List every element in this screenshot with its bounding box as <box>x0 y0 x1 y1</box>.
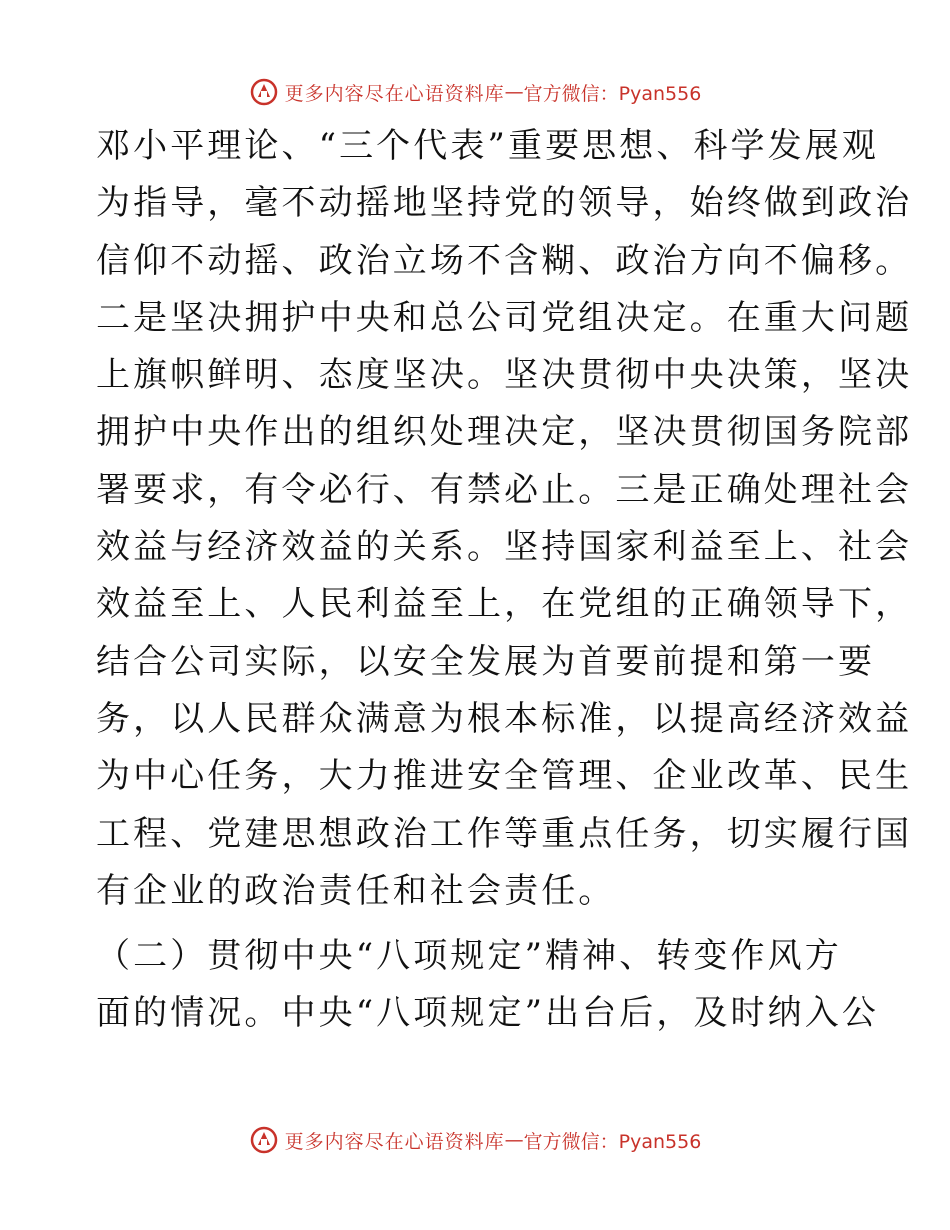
body-line: 效益与经济效益的关系。坚持国家利益至上、社会 <box>96 527 913 568</box>
banner-contact-text: 官方微信：Pyan556 <box>523 82 702 105</box>
body-line: 工程、党建思想政治工作等重点任务，切实履行国 <box>96 813 913 854</box>
body-line: 为指导，毫不动摇地坚持党的领导，始终做到政治 <box>96 183 913 224</box>
body-line: 面的情况。中央“八项规定”出台后，及时纳入公 <box>96 993 879 1034</box>
section-heading-line: （二）贯彻中央“八项规定”精神、转变作风方 <box>96 936 842 977</box>
banner-separator: — <box>504 1129 524 1151</box>
body-line: 拥护中央作出的组织处理决定，坚决贯彻国务院部 <box>96 412 913 453</box>
footer-banner <box>0 1120 950 1160</box>
body-line: 署要求，有令必行、有禁必止。三是正确处理社会 <box>96 469 913 510</box>
body-line: 二是坚决拥护中央和总公司党组决定。在重大问题 <box>96 297 913 338</box>
banner-contact-text: 官方微信：Pyan556 <box>523 1130 702 1153</box>
document-body <box>96 118 913 1043</box>
body-line: 邓小平理论、“三个代表”重要思想、科学发展观 <box>96 126 879 166</box>
banner-site-text: 更多内容尽在心语资料库 <box>284 82 505 105</box>
body-line: 信仰不动摇、政治立场不含糊、政治方向不偏移。 <box>96 240 913 281</box>
body-line: 务，以人民群众满意为根本标准，以提高经济效益 <box>96 698 913 739</box>
body-line: 有企业的政治责任和社会责任。 <box>96 870 616 911</box>
body-line: 为中心任务，大力推进安全管理、企业改革、民生 <box>96 756 913 797</box>
banner-site-text: 更多内容尽在心语资料库 <box>284 1130 505 1153</box>
body-line: 效益至上、人民利益至上，在党组的正确领导下， <box>96 584 913 625</box>
banner-separator: — <box>504 81 524 103</box>
bookmark-seal-icon <box>249 77 279 107</box>
body-line: 结合公司实际，以安全发展为首要前提和第一要 <box>96 641 876 682</box>
body-line: 上旗帜鲜明、态度坚决。坚决贯彻中央决策，坚决 <box>96 355 913 396</box>
header-banner <box>0 72 950 112</box>
bookmark-seal-icon <box>249 1125 279 1155</box>
